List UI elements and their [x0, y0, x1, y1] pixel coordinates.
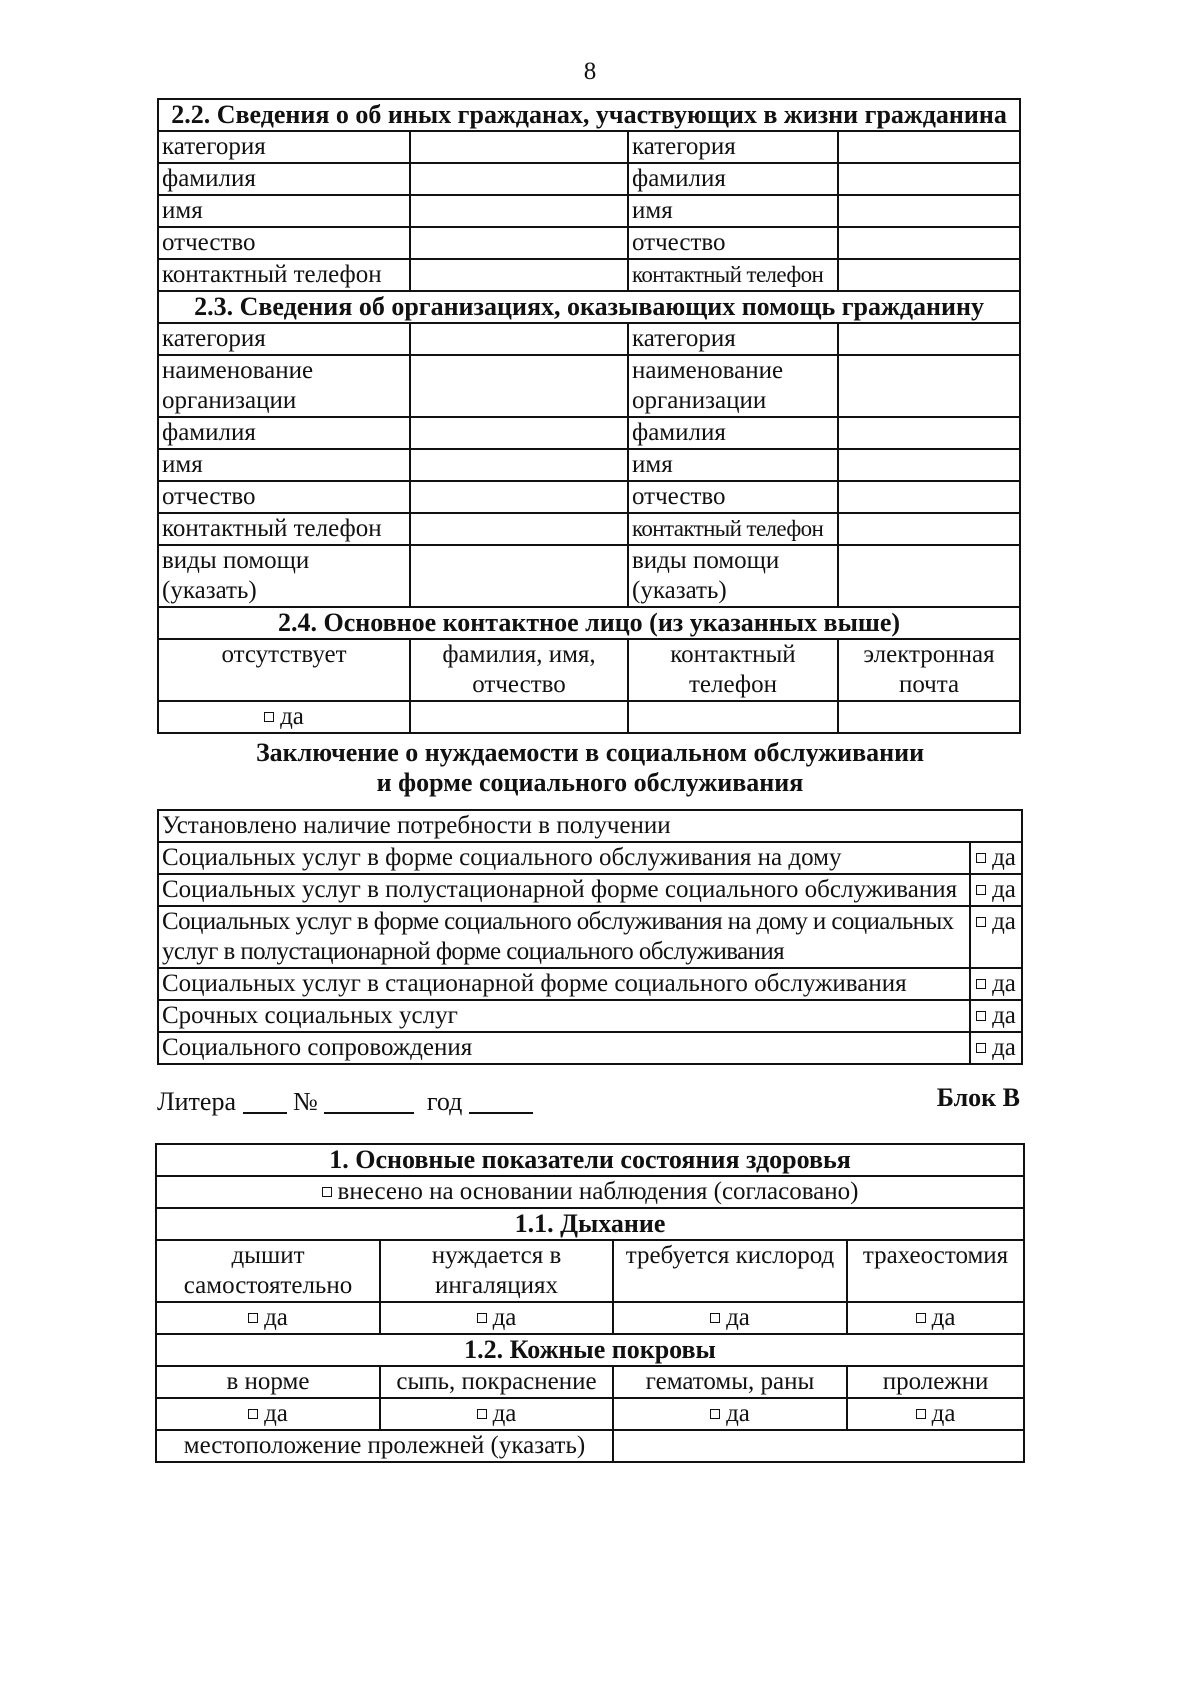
skin-title: 1.2. Кожные покровы [156, 1334, 1024, 1366]
input-cell[interactable] [838, 259, 1020, 291]
observation-checkbox[interactable]: внесено на основании наблюдения (согласовано) [156, 1176, 1024, 1208]
table-row: Социальных услуг в полустационарной форме социального обслуживания да [158, 874, 1022, 906]
input-cell[interactable] [838, 355, 1020, 417]
checkbox-icon [477, 1313, 487, 1323]
table-row: фамилия фамилия [158, 417, 1020, 449]
checkbox-icon [976, 885, 986, 895]
year-field[interactable] [469, 1088, 533, 1114]
page-number: 8 [583, 58, 597, 85]
input-cell[interactable] [410, 449, 628, 481]
checkbox-icon [976, 1011, 986, 1021]
breathing-title: 1.1. Дыхание [156, 1208, 1024, 1240]
input-cell[interactable] [410, 701, 628, 733]
input-cell[interactable] [628, 701, 838, 733]
yes-checkbox[interactable]: да [613, 1302, 847, 1334]
table-row: отчество отчество [158, 227, 1020, 259]
table-row: наименование организации наименование организации [158, 355, 1020, 417]
yes-checkbox-absent[interactable]: да [158, 701, 410, 733]
input-cell[interactable] [838, 323, 1020, 355]
table-row: отчество отчество [158, 481, 1020, 513]
checkbox-icon [248, 1409, 258, 1419]
table-row: категория категория [158, 131, 1020, 163]
yes-checkbox[interactable]: да [380, 1398, 613, 1430]
input-cell[interactable] [410, 131, 628, 163]
table-row [156, 1302, 1024, 1334]
table-row [156, 1398, 1024, 1430]
table-row: фамилия фамилия [158, 163, 1020, 195]
yes-checkbox[interactable]: да [970, 968, 1022, 1000]
table-row: Срочных социальных услуг да [158, 1000, 1022, 1032]
checkbox-icon [916, 1409, 926, 1419]
table-row: категория категория [158, 323, 1020, 355]
yes-checkbox[interactable]: да [970, 874, 1022, 906]
input-cell[interactable] [838, 545, 1020, 607]
health-table [155, 1143, 1025, 1463]
yes-checkbox[interactable]: да [970, 906, 1022, 968]
input-cell[interactable] [410, 481, 628, 513]
section-2-2-title: 2.2. Сведения о об иных гражданах, участвующих в жизни гражданина [158, 99, 1020, 131]
checkbox-icon [264, 712, 274, 722]
yes-checkbox[interactable]: да [847, 1398, 1024, 1430]
input-cell[interactable] [410, 417, 628, 449]
conclusion-title: Заключение о нуждаемости в социальном обслуживании и форме социального обслуживания [255, 738, 925, 797]
checkbox-icon [976, 917, 986, 927]
checkbox-icon [976, 853, 986, 863]
input-cell[interactable] [838, 131, 1020, 163]
table-header-row: дышит самостоятельно нуждается в ингаляциях требуется кислород трахеостомия [156, 1240, 1024, 1302]
bedsore-location-input[interactable] [613, 1430, 1024, 1462]
input-cell[interactable] [838, 481, 1020, 513]
bedsore-location-label: местоположение пролежней (указать) [156, 1430, 613, 1462]
table-row: имя имя [158, 195, 1020, 227]
table-row [156, 1430, 1024, 1462]
checkbox-icon [322, 1187, 332, 1197]
checkbox-icon [976, 1043, 986, 1053]
input-cell[interactable] [838, 701, 1020, 733]
input-cell[interactable] [410, 513, 628, 545]
checkbox-icon [710, 1313, 720, 1323]
contacts-table [157, 98, 1021, 734]
input-cell[interactable] [410, 259, 628, 291]
yes-checkbox[interactable]: да [380, 1302, 613, 1334]
section-2-4-title: 2.4. Основное контактное лицо (из указанных выше) [158, 607, 1020, 639]
input-cell[interactable] [410, 323, 628, 355]
table-row: Социального сопровождения да [158, 1032, 1022, 1064]
table-row: Социальных услуг в форме социального обслуживания на дому да [158, 842, 1022, 874]
checkbox-icon [916, 1313, 926, 1323]
input-cell[interactable] [410, 195, 628, 227]
input-cell[interactable] [410, 163, 628, 195]
yes-checkbox[interactable]: да [970, 1032, 1022, 1064]
litera-line: Литера № год [157, 1086, 533, 1118]
checkbox-icon [976, 979, 986, 989]
number-field[interactable] [324, 1088, 414, 1114]
input-cell[interactable] [410, 545, 628, 607]
yes-checkbox[interactable]: да [156, 1398, 380, 1430]
litera-field[interactable] [243, 1088, 287, 1114]
section-2-3-title: 2.3. Сведения об организациях, оказывающих помощь гражданину [158, 291, 1020, 323]
input-cell[interactable] [838, 417, 1020, 449]
checkbox-icon [477, 1409, 487, 1419]
input-cell[interactable] [410, 355, 628, 417]
table-header-row: отсутствует фамилия, имя, отчество контактный телефон электронная почта [158, 639, 1020, 701]
health-title: 1. Основные показатели состояния здоровья [156, 1144, 1024, 1176]
table-row [158, 701, 1020, 733]
table-row: имя имя [158, 449, 1020, 481]
yes-checkbox[interactable]: да [847, 1302, 1024, 1334]
yes-checkbox[interactable]: да [613, 1398, 847, 1430]
checkbox-icon [248, 1313, 258, 1323]
yes-checkbox[interactable]: да [156, 1302, 380, 1334]
table-header-row: в норме сыпь, покраснение гематомы, раны пролежни [156, 1366, 1024, 1398]
input-cell[interactable] [838, 227, 1020, 259]
block-label: Блок В [936, 1083, 1020, 1112]
input-cell[interactable] [838, 449, 1020, 481]
yes-checkbox[interactable]: да [970, 842, 1022, 874]
input-cell[interactable] [838, 163, 1020, 195]
table-row: Социальных услуг в форме социального обслуживания на дому и социальных услуг в полустационарной форме социального обслуживания да [158, 906, 1022, 968]
input-cell[interactable] [838, 513, 1020, 545]
checkbox-icon [710, 1409, 720, 1419]
conclusion-table [157, 809, 1023, 1065]
table-row: виды помощи (указать) виды помощи (указать) [158, 545, 1020, 607]
table-row: Социальных услуг в стационарной форме социального обслуживания да [158, 968, 1022, 1000]
conclusion-head: Установлено наличие потребности в получении [158, 810, 1022, 842]
table-row: контактный телефон контактный телефон [158, 513, 1020, 545]
table-row: контактный телефон контактный телефон [158, 259, 1020, 291]
input-cell[interactable] [838, 195, 1020, 227]
yes-checkbox[interactable]: да [970, 1000, 1022, 1032]
input-cell[interactable] [410, 227, 628, 259]
